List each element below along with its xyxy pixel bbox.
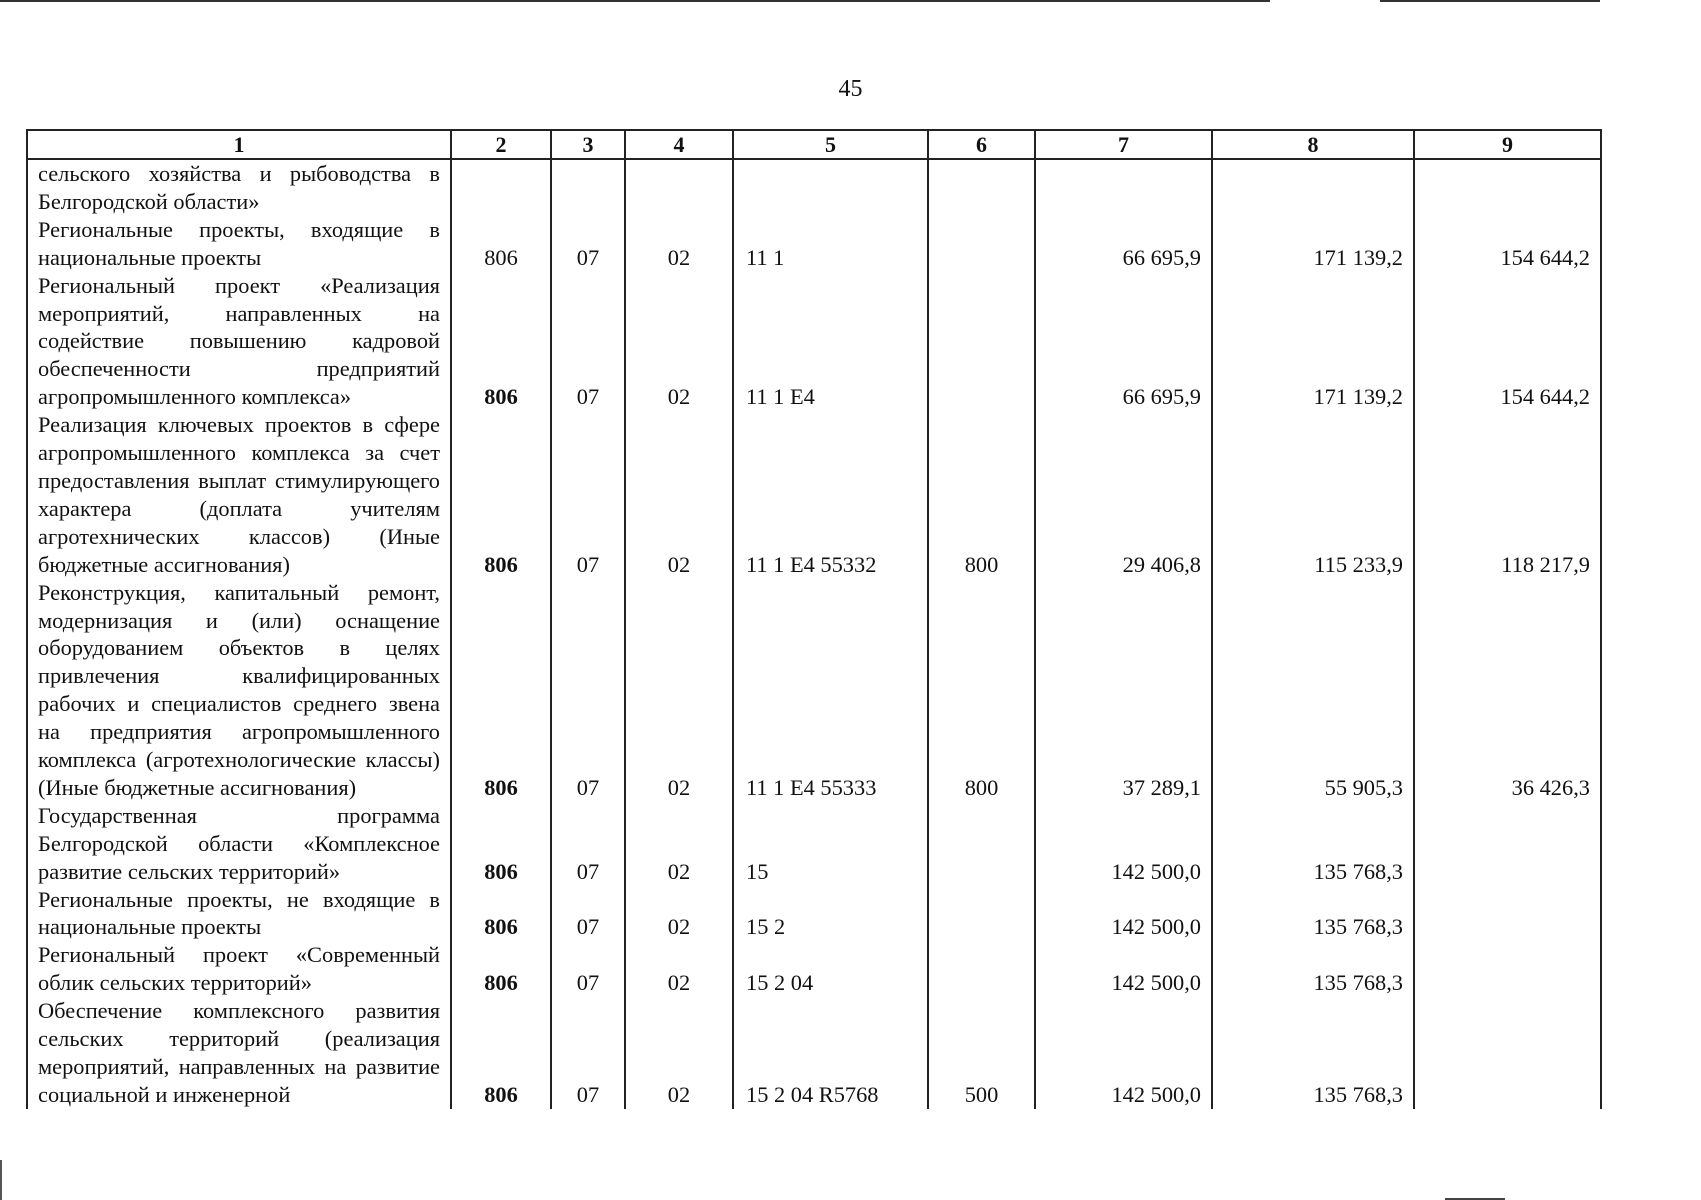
- header-col-9: 9: [1414, 130, 1601, 159]
- row-vr: [928, 941, 1035, 997]
- row-ved: 806: [451, 272, 551, 412]
- row-year2: 135 768,3: [1212, 802, 1414, 886]
- page-number: 45: [838, 76, 863, 102]
- row-year1: 66 695,9: [1035, 216, 1212, 272]
- row-csr: 11 1 Е4 55332: [733, 411, 928, 578]
- row-year1: 142 500,0: [1035, 941, 1212, 997]
- row-rz: 07: [551, 411, 625, 578]
- row-year2: 135 768,3: [1212, 941, 1414, 997]
- budget-table: [26, 129, 1602, 1109]
- row-csr: 11 1 Е4: [733, 272, 928, 412]
- row-csr: 15 2: [733, 886, 928, 942]
- row-year3: [1414, 802, 1601, 886]
- row-year2: 115 233,9: [1212, 411, 1414, 578]
- row-year1: [1035, 159, 1212, 216]
- row-year3: [1414, 886, 1601, 942]
- row-vr: [928, 159, 1035, 216]
- row-rz: [551, 159, 625, 216]
- row-pr: [625, 159, 733, 216]
- header-col-3: 3: [551, 130, 625, 159]
- table-row: [27, 886, 1601, 942]
- row-year3: 118 217,9: [1414, 411, 1601, 578]
- row-pr: 02: [625, 802, 733, 886]
- row-csr: [733, 159, 928, 216]
- row-vr: 800: [928, 411, 1035, 578]
- row-ved: 806: [451, 997, 551, 1109]
- row-ved: 806: [451, 411, 551, 578]
- row-year1: 29 406,8: [1035, 411, 1212, 578]
- row-pr: 02: [625, 941, 733, 997]
- row-rz: 07: [551, 216, 625, 272]
- row-year2: 171 139,2: [1212, 272, 1414, 412]
- row-rz: 07: [551, 997, 625, 1109]
- table-row: [27, 272, 1601, 412]
- table-row: [27, 941, 1601, 997]
- row-vr: [928, 802, 1035, 886]
- header-col-5: 5: [733, 130, 928, 159]
- header-row: [27, 130, 1601, 159]
- row-vr: [928, 272, 1035, 412]
- row-ved: 806: [451, 941, 551, 997]
- row-year2: 171 139,2: [1212, 216, 1414, 272]
- row-pr: 02: [625, 216, 733, 272]
- row-year3: 36 426,3: [1414, 579, 1601, 802]
- row-rz: 07: [551, 272, 625, 412]
- header-col-4: 4: [625, 130, 733, 159]
- header-col-8: 8: [1212, 130, 1414, 159]
- row-year1: 37 289,1: [1035, 579, 1212, 802]
- row-year3: [1414, 159, 1601, 216]
- row-name: Региональный проект «Современный облик сельских территорий»: [27, 941, 451, 997]
- row-year1: 66 695,9: [1035, 272, 1212, 412]
- row-csr: 11 1: [733, 216, 928, 272]
- row-year3: [1414, 941, 1601, 997]
- row-year1: 142 500,0: [1035, 997, 1212, 1109]
- row-year3: 154 644,2: [1414, 216, 1601, 272]
- row-pr: 02: [625, 411, 733, 578]
- row-year2: 135 768,3: [1212, 886, 1414, 942]
- table-row: [27, 579, 1601, 802]
- row-ved: 806: [451, 579, 551, 802]
- row-vr: [928, 886, 1035, 942]
- header-col-2: 2: [451, 130, 551, 159]
- row-name: Реконструкция, капитальный ремонт, модернизация и (или) оснащение оборудованием объектов в целях привлечения квалифицированных рабочих и специалистов среднего звена на предприятия агропромышленного комплекса (агротехнологические классы)(Иные бюджетные ассигнования): [27, 579, 451, 802]
- row-year3: 154 644,2: [1414, 272, 1601, 412]
- row-name: Реализация ключевых проектов в сфере агропромышленного комплекса за счет предоставления выплат стимулирующего характера (доплата учителям агротехнических классов) (Иные бюджетные ассигнования): [27, 411, 451, 578]
- table-row: [27, 411, 1601, 578]
- top-edge-rule: [0, 0, 1270, 2]
- top-edge-rule: [1380, 0, 1600, 2]
- row-name: Обеспечение комплексного развития сельских территорий (реализация мероприятий, направленных на развитие социальной и инженерной: [27, 997, 451, 1109]
- row-ved: 806: [451, 802, 551, 886]
- row-pr: 02: [625, 579, 733, 802]
- header-col-1: 1: [27, 130, 451, 159]
- row-year2: [1212, 159, 1414, 216]
- row-name: Региональные проекты, не входящие в национальные проекты: [27, 886, 451, 942]
- row-name: Государственная программа Белгородской области «Комплексное развитие сельских территорий»: [27, 802, 451, 886]
- row-ved: 806: [451, 886, 551, 942]
- table-row: [27, 802, 1601, 886]
- row-name: Региональные проекты, входящие в национальные проекты: [27, 216, 451, 272]
- header-col-7: 7: [1035, 130, 1212, 159]
- row-csr: 15 2 04: [733, 941, 928, 997]
- row-year2: 55 905,3: [1212, 579, 1414, 802]
- row-csr: 15 2 04 R5768: [733, 997, 928, 1109]
- row-rz: 07: [551, 886, 625, 942]
- row-year1: 142 500,0: [1035, 802, 1212, 886]
- row-name: Региональный проект «Реализация мероприятий, направленных на содействие повышению кадровой обеспеченности предприятий агропромышленного комплекса»: [27, 272, 451, 412]
- row-year1: 142 500,0: [1035, 886, 1212, 942]
- row-pr: 02: [625, 272, 733, 412]
- row-pr: 02: [625, 886, 733, 942]
- row-rz: 07: [551, 579, 625, 802]
- scan-edge-mark: [0, 1160, 2, 1200]
- row-vr: 500: [928, 997, 1035, 1109]
- row-name: сельского хозяйства и рыбоводства в Белгородской области»: [27, 159, 451, 216]
- row-csr: 15: [733, 802, 928, 886]
- row-vr: 800: [928, 579, 1035, 802]
- header-col-6: 6: [928, 130, 1035, 159]
- row-rz: 07: [551, 802, 625, 886]
- row-rz: 07: [551, 941, 625, 997]
- row-pr: 02: [625, 997, 733, 1109]
- row-year2: 135 768,3: [1212, 997, 1414, 1109]
- table-row: [27, 997, 1601, 1109]
- row-year3: [1414, 997, 1601, 1109]
- table-row: [27, 159, 1601, 216]
- row-ved: [451, 159, 551, 216]
- table-row: [27, 216, 1601, 272]
- row-csr: 11 1 Е4 55333: [733, 579, 928, 802]
- row-vr: [928, 216, 1035, 272]
- row-ved: 806: [451, 216, 551, 272]
